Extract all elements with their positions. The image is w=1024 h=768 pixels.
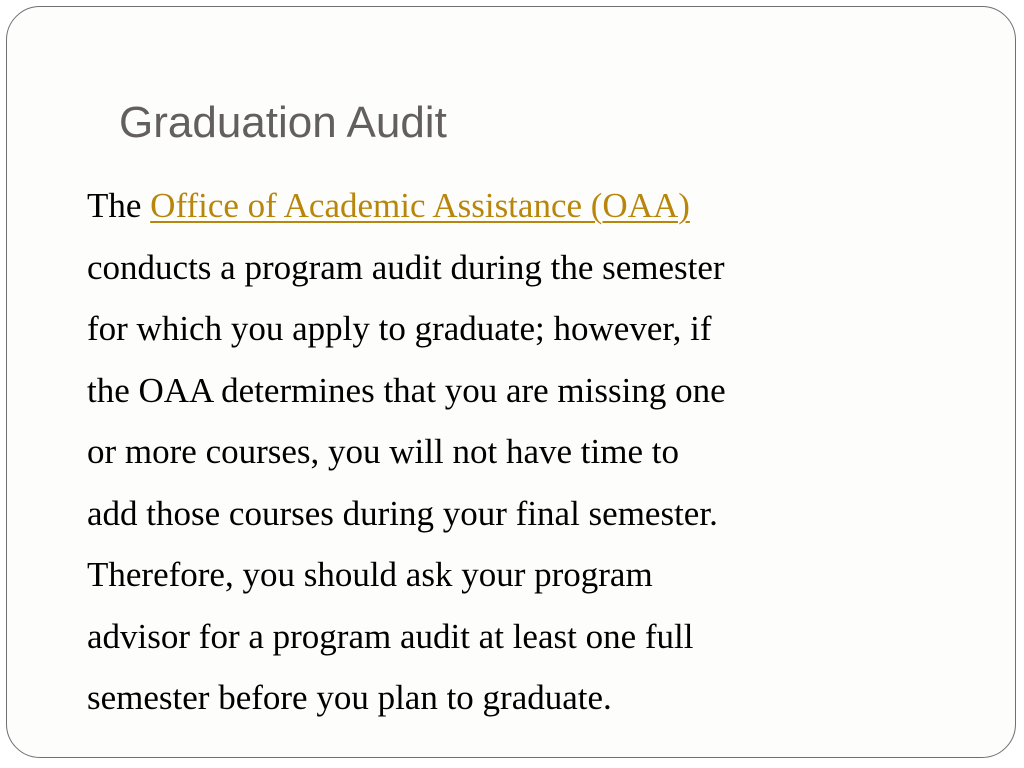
body-line: conducts a program audit during the semester <box>87 247 725 287</box>
slide <box>6 6 1016 758</box>
body-line: Therefore, you should ask your program <box>87 555 653 594</box>
slide-body <box>87 175 967 729</box>
body-line: the OAA determines that you are missing one <box>87 370 726 410</box>
body-line: add those courses during your final semester. <box>87 493 718 533</box>
body-line: or more courses, you will not have time to <box>87 432 679 471</box>
slide-title: Graduation Audit <box>119 98 447 147</box>
oaa-link[interactable]: Office of Academic Assistance (OAA) <box>150 186 690 225</box>
body-line: semester before you plan to graduate. <box>87 678 612 717</box>
body-line: advisor for a program audit at least one full <box>87 616 694 656</box>
body-line: for which you apply to graduate; however, if <box>87 309 712 348</box>
body-intro: The <box>87 186 142 225</box>
body-line-1 <box>87 175 967 237</box>
